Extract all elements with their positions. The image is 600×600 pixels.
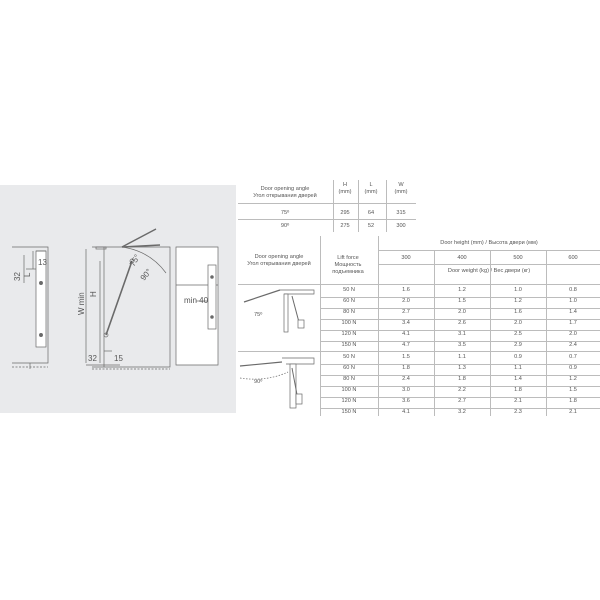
weight-cell: 4.7 bbox=[402, 342, 410, 348]
weight-cell: 4.1 bbox=[402, 409, 410, 415]
weight-cell: 2.5 bbox=[514, 331, 522, 337]
weight-cell: 2.0 bbox=[402, 298, 410, 304]
top-angle-header-ru: Угол открывания дверей bbox=[253, 193, 317, 199]
lift-force-cell: 150 N bbox=[341, 409, 357, 415]
lift-force-cell: 60 N bbox=[343, 298, 355, 304]
dim-l-label: L bbox=[23, 272, 32, 277]
weight-cell: 1.8 bbox=[569, 398, 577, 404]
weight-cell: 3.0 bbox=[402, 387, 410, 393]
height-300: 300 bbox=[401, 255, 411, 261]
weight-cell: 1.7 bbox=[569, 320, 577, 326]
weight-cell: 3.4 bbox=[402, 320, 410, 326]
lift-force-cell: 60 N bbox=[343, 365, 355, 371]
weight-cell: 1.8 bbox=[514, 387, 522, 393]
weight-cell: 1.4 bbox=[514, 376, 522, 382]
weight-cell: 2.4 bbox=[569, 342, 577, 348]
top-w-unit: (mm) bbox=[394, 189, 408, 195]
dim-h-label: H bbox=[89, 291, 98, 297]
top-row-l: 64 bbox=[367, 210, 375, 216]
top-row-w: 315 bbox=[396, 210, 406, 216]
group-angle-90: 90º bbox=[254, 379, 263, 385]
weight-cell: 2.2 bbox=[458, 387, 466, 393]
top-h-unit: (mm) bbox=[338, 189, 352, 195]
weight-cell: 2.4 bbox=[402, 376, 410, 382]
weight-cell: 2.7 bbox=[402, 309, 410, 315]
weight-cell: 2.1 bbox=[569, 409, 577, 415]
door-weight-header: Door weight (kg) / Вес двери (кг) bbox=[447, 268, 531, 274]
lift-force-cell: 120 N bbox=[341, 331, 357, 337]
weight-cell: 2.3 bbox=[514, 409, 522, 415]
top-row-w: 300 bbox=[396, 223, 406, 229]
lift-force-header-en: Lift force bbox=[337, 255, 359, 261]
lift-force-cell: 120 N bbox=[341, 398, 357, 404]
weight-cell: 0.7 bbox=[569, 354, 577, 360]
lift-force-cell: 150 N bbox=[341, 342, 357, 348]
right-mechanism bbox=[208, 265, 216, 329]
weight-cell: 2.6 bbox=[458, 320, 466, 326]
weight-cell: 1.2 bbox=[458, 287, 466, 293]
weight-cell: 1.5 bbox=[458, 298, 466, 304]
main-angle-header-ru: Угол открывания дверей bbox=[247, 261, 311, 267]
top-row-angle: 75º bbox=[280, 210, 290, 216]
lift-force-cell: 80 N bbox=[343, 376, 355, 382]
weight-cell: 1.8 bbox=[402, 365, 410, 371]
top-row-h: 295 bbox=[340, 210, 350, 216]
weight-cell: 1.1 bbox=[514, 365, 522, 371]
lift-force-cell: 100 N bbox=[341, 320, 357, 326]
lift-force-cell: 50 N bbox=[343, 354, 355, 360]
weight-cell: 3.6 bbox=[402, 398, 410, 404]
weight-cell: 1.2 bbox=[569, 376, 577, 382]
lift-force-cell: 80 N bbox=[343, 309, 355, 315]
weight-cell: 1.3 bbox=[458, 365, 466, 371]
weight-cell: 3.5 bbox=[458, 342, 466, 348]
weight-cell: 3.2 bbox=[458, 409, 466, 415]
dim-32-label: 32 bbox=[13, 272, 22, 281]
weight-cell: 0.8 bbox=[569, 287, 577, 293]
weight-cell: 2.0 bbox=[458, 309, 466, 315]
weight-cell: 2.0 bbox=[514, 320, 522, 326]
weight-cell: 1.0 bbox=[569, 298, 577, 304]
weight-cell: 1.5 bbox=[402, 354, 410, 360]
top-w-header: W bbox=[398, 182, 404, 188]
weight-cell: 1.6 bbox=[402, 287, 410, 293]
weight-cell: 0.9 bbox=[514, 354, 522, 360]
dim-w-min-label: W min bbox=[77, 292, 86, 315]
weight-cell: 2.0 bbox=[569, 331, 577, 337]
weight-cell: 3.1 bbox=[458, 331, 466, 337]
weight-cell: 2.7 bbox=[458, 398, 466, 404]
weight-cell: 2.9 bbox=[514, 342, 522, 348]
weight-cell: 1.6 bbox=[514, 309, 522, 315]
weight-cell: 4.1 bbox=[402, 331, 410, 337]
weight-cell: 1.2 bbox=[514, 298, 522, 304]
height-500: 500 bbox=[513, 255, 523, 261]
door-90-illustration bbox=[236, 352, 318, 414]
height-600: 600 bbox=[568, 255, 578, 261]
gas-strut bbox=[106, 261, 132, 335]
top-l-unit: (mm) bbox=[364, 189, 378, 195]
top-row-angle: 90º bbox=[280, 223, 290, 229]
top-l-header: L bbox=[369, 182, 373, 188]
group-angle-75: 75º bbox=[254, 312, 263, 318]
weight-cell: 1.1 bbox=[458, 354, 466, 360]
lift-force-cell: 50 N bbox=[343, 287, 355, 293]
dim-13-label: 13 bbox=[38, 258, 47, 267]
top-angle-header-en: Door opening angle bbox=[260, 186, 310, 192]
top-row-h: 275 bbox=[340, 223, 350, 229]
main-angle-header-en: Door opening angle bbox=[254, 254, 304, 260]
min-40-label: min 40 bbox=[184, 296, 209, 305]
dim-32-bottom-label: 32 bbox=[88, 354, 97, 363]
lift-force-header-ru1: Мощность bbox=[334, 262, 362, 268]
angle-90-label: 90° bbox=[138, 267, 154, 283]
weight-cell: 2.1 bbox=[514, 398, 522, 404]
weight-cell: 1.5 bbox=[569, 387, 577, 393]
weight-cell: 0.9 bbox=[569, 365, 577, 371]
height-400: 400 bbox=[457, 255, 467, 261]
top-row-l: 52 bbox=[367, 223, 375, 229]
top-h-header: H bbox=[342, 182, 348, 188]
lift-force-header-ru2: подъемника bbox=[332, 269, 364, 275]
technical-drawing bbox=[0, 185, 236, 413]
weight-cell: 1.0 bbox=[514, 287, 522, 293]
dim-15-label: 15 bbox=[114, 354, 123, 363]
weight-cell: 1.8 bbox=[458, 376, 466, 382]
door-75-illustration bbox=[240, 286, 318, 334]
weight-cell: 1.4 bbox=[569, 309, 577, 315]
lift-force-cell: 100 N bbox=[341, 387, 357, 393]
angle-75-label: 75° bbox=[127, 253, 142, 268]
door-height-header: Door height (mm) / Высота двери (мм) bbox=[440, 240, 538, 246]
